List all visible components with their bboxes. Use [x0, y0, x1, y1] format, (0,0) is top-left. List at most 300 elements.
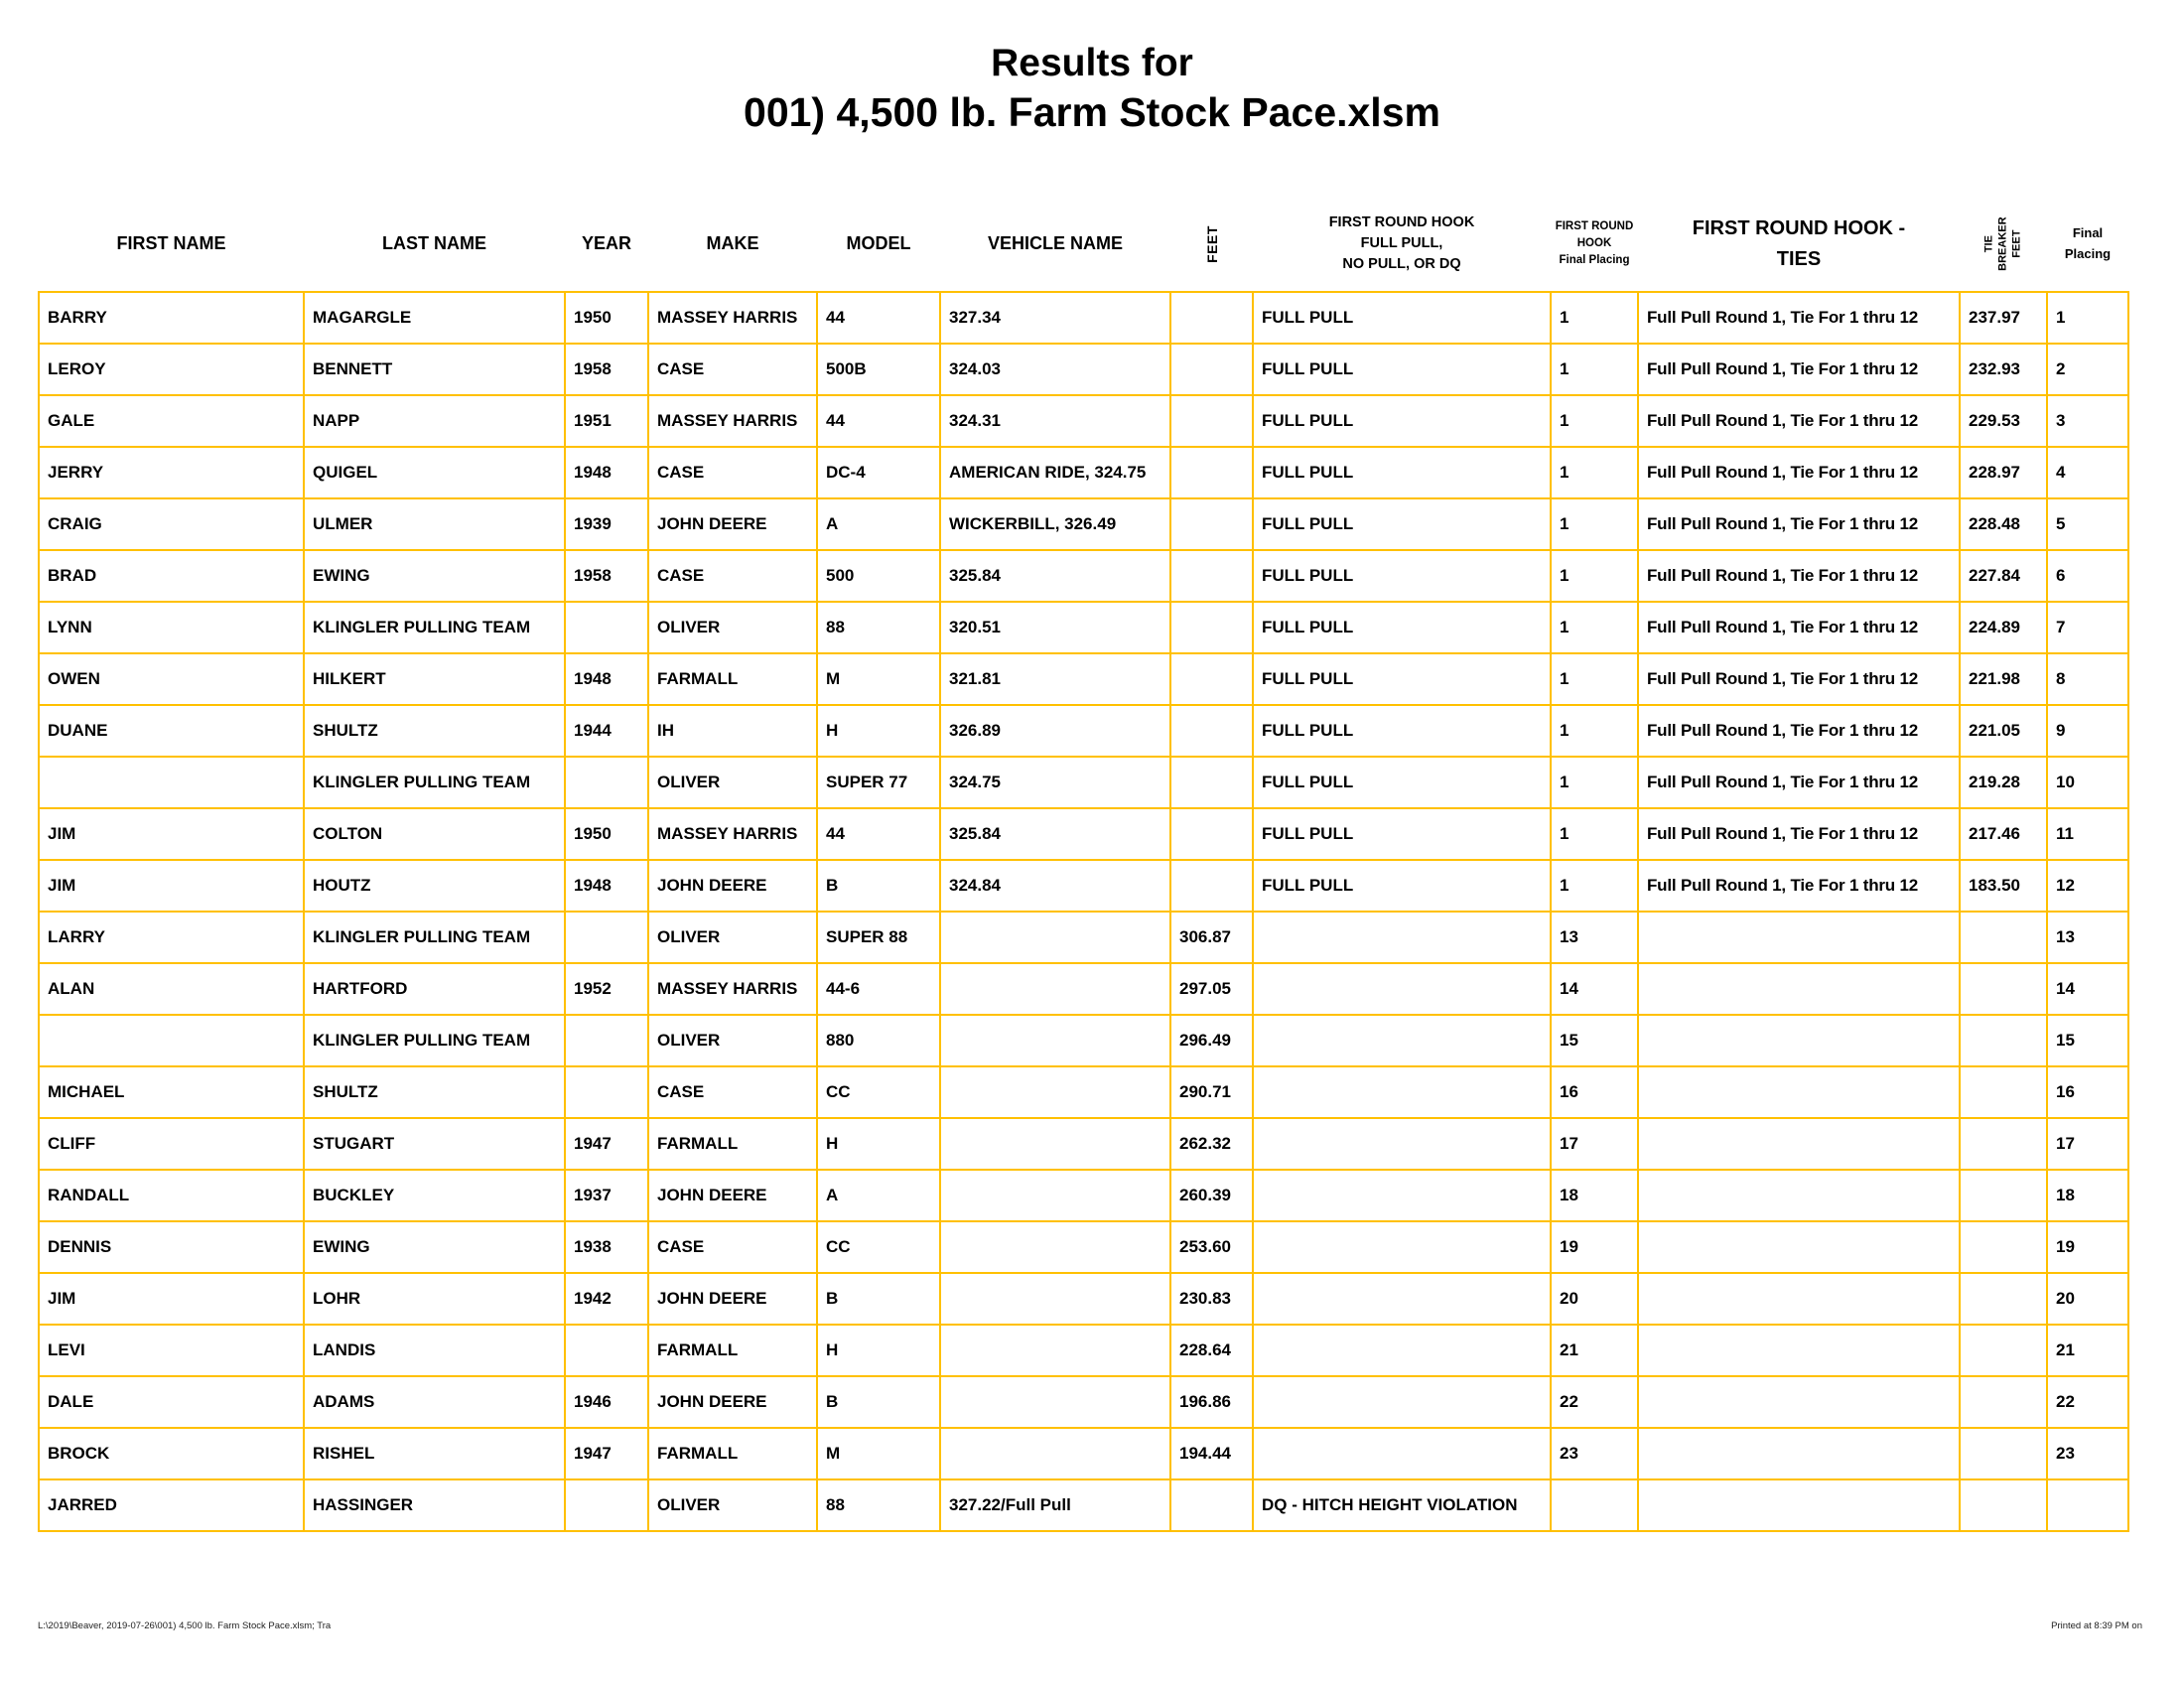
cell-year: 1958 [565, 550, 648, 602]
cell-vehicle-name [940, 1428, 1170, 1479]
cell-hook-placing: 1 [1551, 447, 1638, 498]
cell-hook-placing: 21 [1551, 1325, 1638, 1376]
cell-vehicle-name: 321.81 [940, 653, 1170, 705]
page-subtitle: 001) 4,500 lb. Farm Stock Pace.xlsm [744, 89, 1440, 135]
cell-first-name: CLIFF [39, 1118, 304, 1170]
cell-year [565, 1066, 648, 1118]
cell-year: 1938 [565, 1221, 648, 1273]
cell-ties [1638, 1170, 1960, 1221]
cell-hook-result: DQ - HITCH HEIGHT VIOLATION [1253, 1479, 1551, 1531]
cell-tie-breaker-feet: 217.46 [1960, 808, 2047, 860]
cell-make: MASSEY HARRIS [648, 963, 817, 1015]
table-row [39, 653, 2128, 705]
cell-hook-placing: 23 [1551, 1428, 1638, 1479]
cell-feet [1170, 808, 1253, 860]
cell-tie-breaker-feet [1960, 1479, 2047, 1531]
cell-hook-result [1253, 1015, 1551, 1066]
cell-make: CASE [648, 344, 817, 395]
cell-feet [1170, 344, 1253, 395]
cell-first-name: LEROY [39, 344, 304, 395]
cell-tie-breaker-feet: 228.97 [1960, 447, 2047, 498]
cell-year: 1951 [565, 395, 648, 447]
table-row [39, 757, 2128, 808]
cell-hook-placing: 1 [1551, 602, 1638, 653]
cell-feet [1170, 498, 1253, 550]
cell-ties [1638, 1325, 1960, 1376]
cell-last-name: NAPP [304, 395, 565, 447]
cell-make: CASE [648, 447, 817, 498]
table-row [39, 1118, 2128, 1170]
table-row [39, 1479, 2128, 1531]
cell-ties: Full Pull Round 1, Tie For 1 thru 12 [1638, 292, 1960, 344]
cell-first-name: JIM [39, 1273, 304, 1325]
cell-model: B [817, 1273, 940, 1325]
cell-hook-result [1253, 1170, 1551, 1221]
cell-last-name: EWING [304, 1221, 565, 1273]
cell-final-placing: 9 [2047, 705, 2128, 757]
cell-tie-breaker-feet: 232.93 [1960, 344, 2047, 395]
cell-hook-result [1253, 1221, 1551, 1273]
cell-feet [1170, 395, 1253, 447]
cell-last-name: ULMER [304, 498, 565, 550]
cell-final-placing: 1 [2047, 292, 2128, 344]
cell-year: 1950 [565, 808, 648, 860]
cell-hook-placing: 19 [1551, 1221, 1638, 1273]
cell-ties: Full Pull Round 1, Tie For 1 thru 12 [1638, 602, 1960, 653]
cell-final-placing: 23 [2047, 1428, 2128, 1479]
cell-ties [1638, 963, 1960, 1015]
cell-year: 1937 [565, 1170, 648, 1221]
cell-tie-breaker-feet [1960, 963, 2047, 1015]
cell-year: 1939 [565, 498, 648, 550]
cell-make: OLIVER [648, 602, 817, 653]
cell-make: OLIVER [648, 1015, 817, 1066]
cell-model: 500B [817, 344, 940, 395]
cell-first-name: BROCK [39, 1428, 304, 1479]
cell-first-name: LARRY [39, 912, 304, 963]
cell-first-name [39, 757, 304, 808]
hook-result-label: FIRST ROUND HOOK FULL PULL, NO PULL, OR DQ [1328, 213, 1475, 272]
cell-final-placing: 3 [2047, 395, 2128, 447]
cell-tie-breaker-feet: 221.98 [1960, 653, 2047, 705]
cell-model: 500 [817, 550, 940, 602]
col-header-model-label: MODEL [846, 233, 911, 253]
cell-tie-breaker-feet [1960, 1170, 2047, 1221]
cell-hook-placing: 22 [1551, 1376, 1638, 1428]
cell-last-name: SHULTZ [304, 705, 565, 757]
cell-make: OLIVER [648, 912, 817, 963]
cell-hook-result [1253, 1428, 1551, 1479]
cell-tie-breaker-feet: 237.97 [1960, 292, 2047, 344]
cell-feet: 306.87 [1170, 912, 1253, 963]
cell-hook-placing: 1 [1551, 344, 1638, 395]
cell-hook-result: FULL PULL [1253, 757, 1551, 808]
cell-make: JOHN DEERE [648, 1170, 817, 1221]
cell-vehicle-name: 325.84 [940, 550, 1170, 602]
cell-year: 1947 [565, 1428, 648, 1479]
cell-model: 44 [817, 808, 940, 860]
table-row [39, 1170, 2128, 1221]
table-row [39, 395, 2128, 447]
cell-tie-breaker-feet [1960, 1428, 2047, 1479]
cell-first-name: MICHAEL [39, 1066, 304, 1118]
cell-vehicle-name [940, 912, 1170, 963]
cell-model: SUPER 88 [817, 912, 940, 963]
cell-feet: 262.32 [1170, 1118, 1253, 1170]
cell-last-name: RISHEL [304, 1428, 565, 1479]
cell-vehicle-name: 324.31 [940, 395, 1170, 447]
cell-final-placing: 22 [2047, 1376, 2128, 1428]
cell-final-placing: 8 [2047, 653, 2128, 705]
cell-model: CC [817, 1066, 940, 1118]
cell-hook-result [1253, 1066, 1551, 1118]
cell-feet [1170, 550, 1253, 602]
cell-hook-placing: 13 [1551, 912, 1638, 963]
table-row [39, 447, 2128, 498]
cell-hook-placing: 14 [1551, 963, 1638, 1015]
cell-last-name: ADAMS [304, 1376, 565, 1428]
cell-hook-result: FULL PULL [1253, 344, 1551, 395]
cell-make: FARMALL [648, 1118, 817, 1170]
cell-make: MASSEY HARRIS [648, 292, 817, 344]
cell-ties: Full Pull Round 1, Tie For 1 thru 12 [1638, 447, 1960, 498]
cell-ties: Full Pull Round 1, Tie For 1 thru 12 [1638, 653, 1960, 705]
col-header-final-placing [2047, 197, 2128, 292]
cell-last-name: HILKERT [304, 653, 565, 705]
cell-feet [1170, 757, 1253, 808]
cell-make: JOHN DEERE [648, 860, 817, 912]
table-row [39, 860, 2128, 912]
cell-make: JOHN DEERE [648, 1376, 817, 1428]
cell-year [565, 757, 648, 808]
cell-year: 1947 [565, 1118, 648, 1170]
cell-tie-breaker-feet: 183.50 [1960, 860, 2047, 912]
cell-hook-result: FULL PULL [1253, 550, 1551, 602]
cell-first-name: GALE [39, 395, 304, 447]
cell-hook-result [1253, 1376, 1551, 1428]
cell-make: FARMALL [648, 653, 817, 705]
cell-first-name: RANDALL [39, 1170, 304, 1221]
cell-ties: Full Pull Round 1, Tie For 1 thru 12 [1638, 550, 1960, 602]
cell-make: IH [648, 705, 817, 757]
col-header-year [565, 197, 648, 292]
cell-make: OLIVER [648, 1479, 817, 1531]
cell-tie-breaker-feet [1960, 1066, 2047, 1118]
cell-final-placing: 15 [2047, 1015, 2128, 1066]
cell-feet [1170, 653, 1253, 705]
col-header-year-label: YEAR [581, 233, 631, 253]
cell-final-placing: 13 [2047, 912, 2128, 963]
cell-ties [1638, 1273, 1960, 1325]
cell-feet: 196.86 [1170, 1376, 1253, 1428]
cell-hook-placing: 1 [1551, 705, 1638, 757]
cell-feet [1170, 860, 1253, 912]
cell-year [565, 1479, 648, 1531]
cell-hook-result: FULL PULL [1253, 498, 1551, 550]
footer-printed-at: Printed at 8:39 PM on [2051, 1620, 2142, 1631]
cell-hook-placing: 1 [1551, 550, 1638, 602]
col-header-first-name [39, 197, 304, 292]
cell-feet: 297.05 [1170, 963, 1253, 1015]
cell-feet [1170, 705, 1253, 757]
cell-hook-result [1253, 1273, 1551, 1325]
cell-model: 44 [817, 292, 940, 344]
cell-hook-placing: 1 [1551, 395, 1638, 447]
table-row [39, 550, 2128, 602]
cell-first-name: OWEN [39, 653, 304, 705]
cell-ties [1638, 1479, 1960, 1531]
cell-last-name: LOHR [304, 1273, 565, 1325]
cell-ties [1638, 1015, 1960, 1066]
cell-hook-result [1253, 912, 1551, 963]
cell-ties [1638, 1221, 1960, 1273]
cell-ties [1638, 912, 1960, 963]
cell-final-placing: 18 [2047, 1170, 2128, 1221]
cell-ties: Full Pull Round 1, Tie For 1 thru 12 [1638, 498, 1960, 550]
cell-hook-result: FULL PULL [1253, 292, 1551, 344]
cell-make: JOHN DEERE [648, 1273, 817, 1325]
cell-make: OLIVER [648, 757, 817, 808]
col-header-vehicle-name [940, 197, 1170, 292]
cell-tie-breaker-feet: 221.05 [1960, 705, 2047, 757]
cell-model: B [817, 1376, 940, 1428]
cell-final-placing: 20 [2047, 1273, 2128, 1325]
cell-feet: 290.71 [1170, 1066, 1253, 1118]
header-row [39, 197, 2128, 292]
cell-final-placing: 19 [2047, 1221, 2128, 1273]
cell-vehicle-name [940, 1221, 1170, 1273]
cell-vehicle-name [940, 1376, 1170, 1428]
hook-placing-label: FIRST ROUND HOOK Final Placing [1555, 219, 1634, 267]
cell-last-name: KLINGLER PULLING TEAM [304, 1015, 565, 1066]
cell-year: 1950 [565, 292, 648, 344]
cell-tie-breaker-feet [1960, 1221, 2047, 1273]
cell-hook-result: FULL PULL [1253, 602, 1551, 653]
col-header-vehicle-name-label: VEHICLE NAME [987, 233, 1123, 253]
cell-make: CASE [648, 1066, 817, 1118]
cell-last-name: SHULTZ [304, 1066, 565, 1118]
cell-vehicle-name: WICKERBILL, 326.49 [940, 498, 1170, 550]
col-header-last-name [304, 197, 565, 292]
cell-model: H [817, 1118, 940, 1170]
cell-model: SUPER 77 [817, 757, 940, 808]
cell-final-placing: 10 [2047, 757, 2128, 808]
cell-year [565, 1325, 648, 1376]
cell-ties [1638, 1066, 1960, 1118]
cell-model: 880 [817, 1015, 940, 1066]
cell-vehicle-name: 325.84 [940, 808, 1170, 860]
cell-model: M [817, 653, 940, 705]
cell-last-name: LANDIS [304, 1325, 565, 1376]
cell-make: FARMALL [648, 1325, 817, 1376]
cell-final-placing: 21 [2047, 1325, 2128, 1376]
cell-hook-result: FULL PULL [1253, 808, 1551, 860]
cell-vehicle-name [940, 1325, 1170, 1376]
cell-ties [1638, 1118, 1960, 1170]
cell-ties: Full Pull Round 1, Tie For 1 thru 12 [1638, 808, 1960, 860]
cell-tie-breaker-feet: 228.48 [1960, 498, 2047, 550]
cell-first-name: JARRED [39, 1479, 304, 1531]
cell-first-name: JIM [39, 808, 304, 860]
cell-hook-placing: 18 [1551, 1170, 1638, 1221]
cell-first-name: BRAD [39, 550, 304, 602]
cell-last-name: MAGARGLE [304, 292, 565, 344]
cell-ties [1638, 1376, 1960, 1428]
page-title: Results for [991, 42, 1193, 84]
cell-hook-placing: 1 [1551, 653, 1638, 705]
table-row [39, 963, 2128, 1015]
cell-model: A [817, 498, 940, 550]
cell-feet [1170, 447, 1253, 498]
cell-hook-result: FULL PULL [1253, 860, 1551, 912]
cell-year: 1948 [565, 447, 648, 498]
cell-first-name: ALAN [39, 963, 304, 1015]
cell-last-name: HASSINGER [304, 1479, 565, 1531]
cell-feet: 296.49 [1170, 1015, 1253, 1066]
cell-first-name: DUANE [39, 705, 304, 757]
cell-last-name: QUIGEL [304, 447, 565, 498]
col-header-tie-breaker-feet [1960, 197, 2047, 292]
cell-hook-placing: 20 [1551, 1273, 1638, 1325]
cell-make: CASE [648, 1221, 817, 1273]
col-header-hook-result [1253, 197, 1551, 292]
cell-final-placing: 7 [2047, 602, 2128, 653]
cell-first-name: LYNN [39, 602, 304, 653]
cell-last-name: STUGART [304, 1118, 565, 1170]
cell-hook-result [1253, 1325, 1551, 1376]
cell-hook-result: FULL PULL [1253, 447, 1551, 498]
cell-feet [1170, 292, 1253, 344]
cell-first-name: BARRY [39, 292, 304, 344]
cell-model: 88 [817, 602, 940, 653]
table-row [39, 912, 2128, 963]
cell-make: MASSEY HARRIS [648, 808, 817, 860]
col-header-make [648, 197, 817, 292]
cell-tie-breaker-feet: 229.53 [1960, 395, 2047, 447]
cell-vehicle-name [940, 1066, 1170, 1118]
cell-vehicle-name [940, 1015, 1170, 1066]
cell-model: 44-6 [817, 963, 940, 1015]
cell-hook-placing: 17 [1551, 1118, 1638, 1170]
cell-hook-placing: 16 [1551, 1066, 1638, 1118]
cell-tie-breaker-feet: 224.89 [1960, 602, 2047, 653]
cell-hook-placing: 1 [1551, 292, 1638, 344]
table-row [39, 498, 2128, 550]
cell-tie-breaker-feet [1960, 912, 2047, 963]
cell-hook-placing: 1 [1551, 808, 1638, 860]
cell-feet [1170, 1479, 1253, 1531]
cell-first-name: CRAIG [39, 498, 304, 550]
final-placing-label: Final Placing [2064, 225, 2112, 261]
cell-tie-breaker-feet [1960, 1376, 2047, 1428]
cell-final-placing: 5 [2047, 498, 2128, 550]
cell-feet: 253.60 [1170, 1221, 1253, 1273]
table-row [39, 1273, 2128, 1325]
cell-first-name: LEVI [39, 1325, 304, 1376]
cell-year: 1948 [565, 860, 648, 912]
cell-vehicle-name: 324.75 [940, 757, 1170, 808]
cell-vehicle-name [940, 1118, 1170, 1170]
feet-rotated-label: FEET [1203, 224, 1220, 263]
cell-year: 1958 [565, 344, 648, 395]
cell-model: 44 [817, 395, 940, 447]
cell-vehicle-name: 327.22/Full Pull [940, 1479, 1170, 1531]
col-header-make-label: MAKE [706, 233, 759, 253]
cell-hook-placing: 15 [1551, 1015, 1638, 1066]
cell-ties: Full Pull Round 1, Tie For 1 thru 12 [1638, 395, 1960, 447]
cell-feet: 260.39 [1170, 1170, 1253, 1221]
cell-year [565, 1015, 648, 1066]
cell-hook-placing: 1 [1551, 498, 1638, 550]
table-row [39, 1325, 2128, 1376]
cell-year: 1952 [565, 963, 648, 1015]
cell-tie-breaker-feet [1960, 1015, 2047, 1066]
cell-first-name: JIM [39, 860, 304, 912]
col-header-last-name-label: LAST NAME [382, 233, 486, 253]
table-row [39, 602, 2128, 653]
cell-hook-result [1253, 963, 1551, 1015]
cell-tie-breaker-feet: 227.84 [1960, 550, 2047, 602]
cell-final-placing: 4 [2047, 447, 2128, 498]
cell-last-name: KLINGLER PULLING TEAM [304, 757, 565, 808]
cell-model: H [817, 1325, 940, 1376]
cell-vehicle-name: 320.51 [940, 602, 1170, 653]
table-row [39, 1376, 2128, 1428]
cell-first-name [39, 1015, 304, 1066]
cell-year: 1942 [565, 1273, 648, 1325]
cell-final-placing: 16 [2047, 1066, 2128, 1118]
cell-hook-placing: 1 [1551, 860, 1638, 912]
cell-vehicle-name [940, 1170, 1170, 1221]
cell-tie-breaker-feet [1960, 1118, 2047, 1170]
cell-last-name: KLINGLER PULLING TEAM [304, 912, 565, 963]
cell-model: M [817, 1428, 940, 1479]
cell-year [565, 602, 648, 653]
cell-final-placing: 2 [2047, 344, 2128, 395]
tie-breaker-feet-rotated-label: TIE BREAKER FEET [1982, 216, 2022, 271]
cell-hook-result: FULL PULL [1253, 395, 1551, 447]
cell-vehicle-name: 324.84 [940, 860, 1170, 912]
table-row [39, 1015, 2128, 1066]
cell-first-name: JERRY [39, 447, 304, 498]
cell-last-name: HARTFORD [304, 963, 565, 1015]
table-row [39, 344, 2128, 395]
table-row [39, 292, 2128, 344]
cell-vehicle-name: 324.03 [940, 344, 1170, 395]
cell-last-name: BUCKLEY [304, 1170, 565, 1221]
cell-make: FARMALL [648, 1428, 817, 1479]
cell-hook-result: FULL PULL [1253, 705, 1551, 757]
cell-final-placing: 14 [2047, 963, 2128, 1015]
cell-vehicle-name [940, 1273, 1170, 1325]
cell-tie-breaker-feet: 219.28 [1960, 757, 2047, 808]
cell-last-name: EWING [304, 550, 565, 602]
cell-hook-placing: 1 [1551, 757, 1638, 808]
cell-make: JOHN DEERE [648, 498, 817, 550]
table-header [39, 197, 2128, 292]
cell-tie-breaker-feet [1960, 1325, 2047, 1376]
cell-ties: Full Pull Round 1, Tie For 1 thru 12 [1638, 344, 1960, 395]
cell-final-placing: 12 [2047, 860, 2128, 912]
table-row [39, 1221, 2128, 1273]
cell-year [565, 912, 648, 963]
cell-model: CC [817, 1221, 940, 1273]
cell-feet [1170, 602, 1253, 653]
col-header-first-name-label: FIRST NAME [116, 233, 226, 253]
cell-feet: 230.83 [1170, 1273, 1253, 1325]
cell-last-name: BENNETT [304, 344, 565, 395]
cell-model: DC-4 [817, 447, 940, 498]
